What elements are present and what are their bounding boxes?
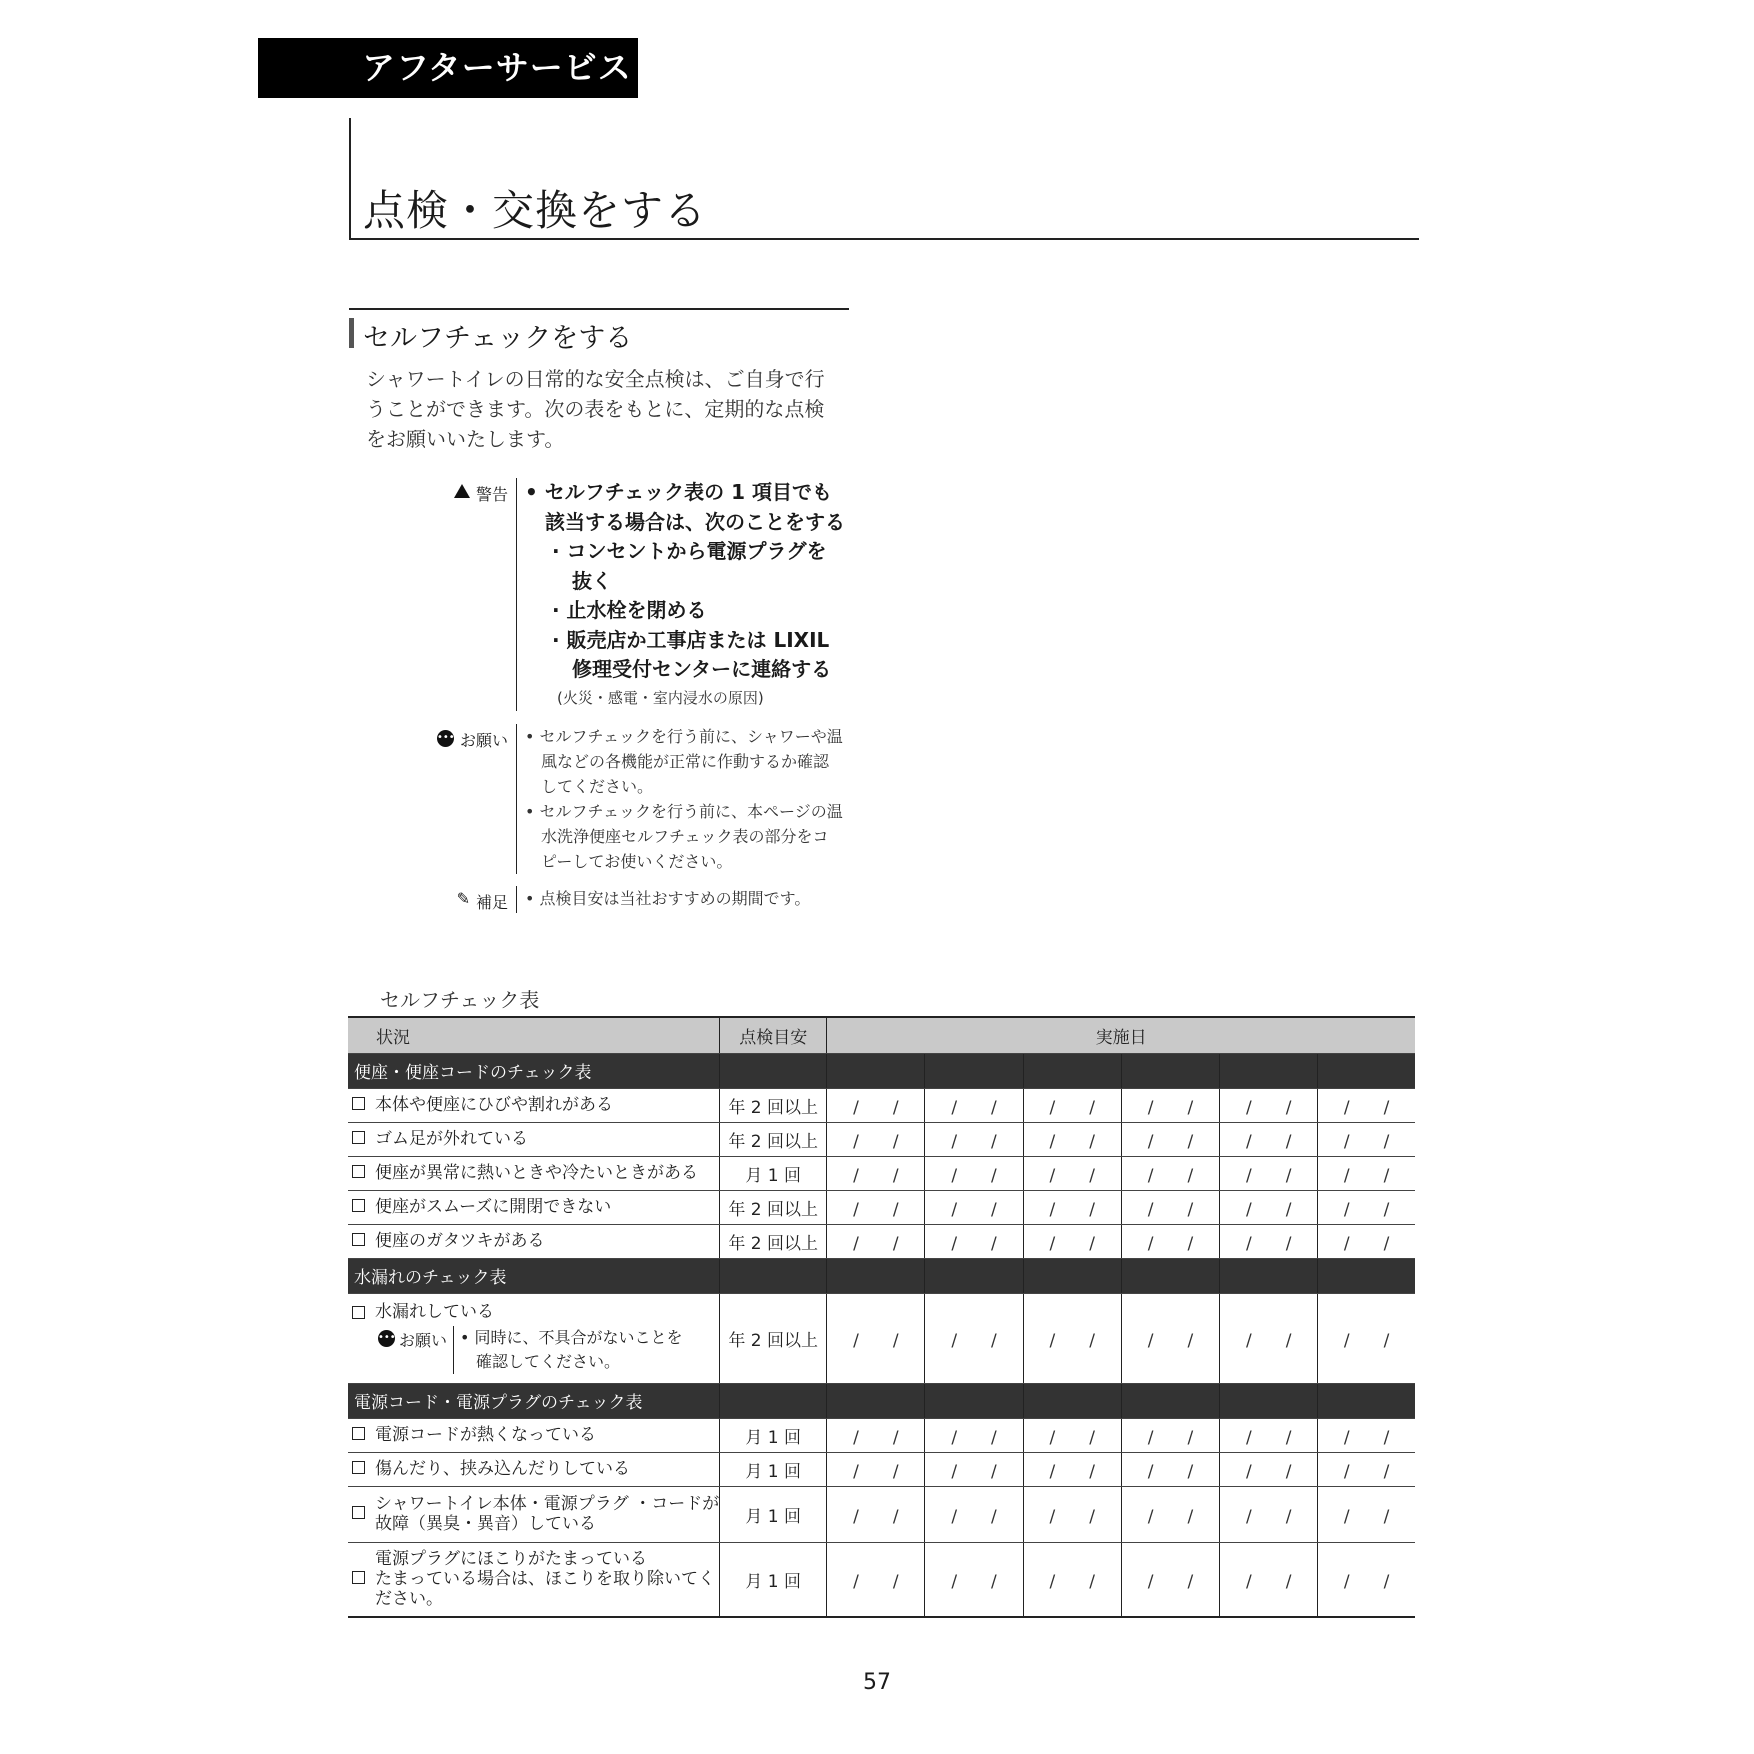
date-cell[interactable]: / / — [1023, 1224, 1121, 1258]
request-note — [420, 724, 843, 874]
supplement-label-text: 補足 — [475, 893, 508, 912]
date-cell[interactable]: / / — [1220, 1486, 1318, 1542]
row-request-label-text: お願い — [399, 1331, 448, 1350]
date-cell[interactable]: / / — [1023, 1190, 1121, 1224]
condition-cell — [348, 1224, 720, 1258]
frequency-cell: 年 2 回以上 — [720, 1122, 827, 1156]
date-cell[interactable]: / / — [827, 1224, 925, 1258]
condition-line: 便座が異常に熱いときや冷たいときがある — [375, 1163, 698, 1183]
supplement-note — [420, 886, 810, 913]
date-cell[interactable]: / / — [1220, 1122, 1318, 1156]
date-cell[interactable]: / / — [925, 1542, 1023, 1617]
date-cell[interactable]: / / — [1220, 1542, 1318, 1617]
warning-line: • セルフチェック表の 1 項目でも — [525, 480, 832, 504]
condition-cell — [348, 1418, 720, 1452]
category-cell — [1023, 1258, 1121, 1293]
frequency-cell: 年 2 回以上 — [720, 1088, 827, 1122]
table-row — [348, 1156, 1415, 1190]
condition-wrapper — [352, 1231, 719, 1251]
date-cell[interactable]: / / — [925, 1088, 1023, 1122]
date-cell[interactable]: / / — [1318, 1452, 1415, 1486]
sub-heading-text: セルフチェックをする — [363, 323, 633, 354]
request-circle-icon: ••• — [378, 1330, 395, 1347]
condition-wrapper — [352, 1549, 719, 1609]
self-check-table — [348, 1016, 1415, 1618]
checkbox[interactable] — [352, 1306, 365, 1319]
category-cell — [827, 1053, 925, 1088]
supplement-label — [420, 886, 508, 913]
date-cell[interactable]: / / — [827, 1122, 925, 1156]
condition-text — [375, 1425, 596, 1445]
date-cell[interactable]: / / — [1121, 1156, 1219, 1190]
request-line: • セルフチェックを行う前に、シャワーや温 — [525, 727, 843, 746]
table-category-row — [348, 1053, 1415, 1088]
category-cell — [827, 1258, 925, 1293]
category-cell — [1121, 1053, 1219, 1088]
date-cell[interactable]: / / — [1220, 1224, 1318, 1258]
table-row — [348, 1452, 1415, 1486]
condition-line: たまっている場合は、ほこりを取り除いてく — [375, 1569, 715, 1590]
date-cell[interactable]: / / — [827, 1293, 925, 1383]
condition-wrapper — [352, 1494, 719, 1534]
date-cell[interactable]: / / — [1220, 1293, 1318, 1383]
checkbox[interactable] — [352, 1571, 365, 1584]
page-title: 点検・交換をする — [363, 186, 708, 235]
condition-text — [375, 1549, 715, 1609]
warning-cause: (火災・感電・室内浸水の原因) — [557, 688, 764, 707]
checkbox[interactable] — [352, 1506, 365, 1519]
request-circle-icon: ••• — [437, 730, 454, 747]
date-cell[interactable]: / / — [1318, 1293, 1415, 1383]
date-cell[interactable]: / / — [1220, 1418, 1318, 1452]
supplement-body — [516, 886, 810, 913]
condition-line: 傷んだり、挟み込んだりしている — [375, 1459, 630, 1479]
condition-wrapper — [352, 1425, 719, 1445]
checkbox[interactable] — [352, 1427, 365, 1440]
category-cell — [720, 1053, 827, 1088]
date-cell[interactable]: / / — [1318, 1224, 1415, 1258]
category-cell — [1023, 1383, 1121, 1418]
warning-note — [420, 478, 845, 711]
date-cell[interactable]: / / — [1023, 1418, 1121, 1452]
condition-text — [375, 1129, 528, 1149]
warning-line: 抜く — [525, 568, 612, 593]
date-cell[interactable]: / / — [925, 1224, 1023, 1258]
condition-cell — [348, 1486, 720, 1542]
self-check-table-body — [348, 1017, 1415, 1617]
section-tab: アフターサービス — [258, 38, 638, 98]
sub-heading-bar — [349, 318, 354, 348]
date-cell[interactable]: / / — [1121, 1190, 1219, 1224]
date-cell[interactable]: / / — [1318, 1486, 1415, 1542]
date-cell[interactable]: / / — [1121, 1486, 1219, 1542]
page-number: 57 — [863, 1670, 891, 1695]
condition-cell — [348, 1190, 720, 1224]
supplement-label-col — [420, 886, 508, 913]
date-cell[interactable]: / / — [925, 1452, 1023, 1486]
table-row — [348, 1088, 1415, 1122]
condition-wrapper — [352, 1129, 719, 1149]
date-cell[interactable]: / / — [827, 1156, 925, 1190]
category-cell — [1318, 1053, 1415, 1088]
checkbox[interactable] — [352, 1131, 365, 1144]
header-frequency: 点検目安 — [720, 1017, 827, 1053]
condition-text — [375, 1459, 630, 1479]
date-cell[interactable]: / / — [1023, 1486, 1121, 1542]
date-cell[interactable]: / / — [1318, 1542, 1415, 1617]
condition-cell — [348, 1452, 720, 1486]
category-cell — [925, 1053, 1023, 1088]
category-cell — [1121, 1383, 1219, 1418]
category-title: 便座・便座コードのチェック表 — [348, 1053, 720, 1088]
condition-line: シャワートイレ本体・電源プラグ ・コードが — [375, 1494, 720, 1514]
page-title-box — [349, 118, 1419, 240]
frequency-cell: 年 2 回以上 — [720, 1224, 827, 1258]
warning-line: · 止水栓を閉める — [525, 598, 707, 622]
warning-label-col — [420, 478, 508, 711]
category-cell — [827, 1383, 925, 1418]
table-header-row — [348, 1017, 1415, 1053]
row-request-line: • 同時に、不具合がないことを — [460, 1328, 683, 1347]
date-cell[interactable]: / / — [1023, 1452, 1121, 1486]
condition-cell — [348, 1293, 720, 1383]
warning-body — [516, 478, 845, 711]
intro-line: をお願いいたします。 — [366, 427, 565, 451]
date-cell[interactable]: / / — [925, 1486, 1023, 1542]
condition-wrapper — [352, 1163, 719, 1183]
category-cell — [1121, 1258, 1219, 1293]
warning-line: 修理受付センターに連絡する — [525, 657, 832, 681]
condition-line: 便座がスムーズに開閉できない — [375, 1197, 612, 1217]
sub-heading — [349, 308, 849, 354]
date-cell[interactable]: / / — [827, 1088, 925, 1122]
date-cell[interactable]: / / — [1121, 1452, 1219, 1486]
request-label-text: お願い — [459, 731, 508, 750]
date-cell[interactable]: / / — [925, 1156, 1023, 1190]
request-line: • セルフチェックを行う前に、本ページの温 — [525, 802, 843, 821]
condition-wrapper — [352, 1302, 719, 1322]
date-cell[interactable]: / / — [1121, 1224, 1219, 1258]
condition-cell — [348, 1156, 720, 1190]
date-cell[interactable]: / / — [925, 1122, 1023, 1156]
checkbox[interactable] — [352, 1097, 365, 1110]
condition-text — [375, 1494, 719, 1534]
condition-text — [375, 1197, 611, 1217]
date-cell[interactable]: / / — [925, 1293, 1023, 1383]
table-row — [348, 1122, 1415, 1156]
category-cell — [1220, 1258, 1318, 1293]
category-cell — [925, 1383, 1023, 1418]
condition-line: 水漏れしている — [375, 1302, 494, 1322]
date-cell[interactable]: / / — [1220, 1190, 1318, 1224]
date-cell[interactable]: / / — [827, 1452, 925, 1486]
category-cell — [1220, 1053, 1318, 1088]
condition-line: ゴム足が外れている — [375, 1129, 528, 1149]
category-cell — [720, 1383, 827, 1418]
row-request-note — [378, 1326, 719, 1374]
frequency-cell: 月 1 回 — [720, 1542, 827, 1617]
date-cell[interactable]: / / — [1121, 1418, 1219, 1452]
frequency-cell: 年 2 回以上 — [720, 1190, 827, 1224]
table-row — [348, 1224, 1415, 1258]
warning-line: · 販売店か工事店または LIXIL — [525, 627, 830, 652]
date-cell[interactable]: / / — [925, 1190, 1023, 1224]
category-cell — [1318, 1383, 1415, 1418]
frequency-cell: 月 1 回 — [720, 1452, 827, 1486]
table-row — [348, 1486, 1415, 1542]
category-cell — [1318, 1258, 1415, 1293]
category-cell — [720, 1258, 827, 1293]
date-cell[interactable]: / / — [827, 1542, 925, 1617]
date-cell[interactable]: / / — [1318, 1156, 1415, 1190]
warning-triangle-icon — [454, 484, 470, 498]
warning-line: · コンセントから電源プラグを — [525, 539, 827, 563]
date-cell[interactable]: / / — [1220, 1088, 1318, 1122]
condition-line: 電源プラグにほこりがたまっている — [375, 1549, 647, 1570]
warning-label-text: 警告 — [475, 485, 508, 504]
request-line: してください。 — [525, 777, 654, 796]
date-cell[interactable]: / / — [1121, 1122, 1219, 1156]
condition-wrapper — [352, 1459, 719, 1479]
condition-wrapper — [352, 1197, 719, 1217]
checkbox[interactable] — [352, 1165, 365, 1178]
intro-text — [366, 364, 856, 454]
request-line: ピーしてお使いください。 — [525, 852, 733, 871]
category-cell — [1023, 1053, 1121, 1088]
date-cell[interactable]: / / — [1023, 1156, 1121, 1190]
warning-line: 該当する場合は、次のことをする — [525, 509, 845, 534]
header-date: 実施日 — [827, 1017, 1415, 1053]
condition-wrapper — [352, 1095, 719, 1115]
date-cell[interactable]: / / — [1220, 1156, 1318, 1190]
date-cell[interactable]: / / — [1023, 1542, 1121, 1617]
row-request-line: 確認してください。 — [460, 1352, 621, 1371]
date-cell[interactable]: / / — [1121, 1293, 1219, 1383]
category-title: 水漏れのチェック表 — [348, 1258, 720, 1293]
date-cell[interactable]: / / — [1318, 1088, 1415, 1122]
row-request-label — [378, 1326, 447, 1374]
condition-cell — [348, 1542, 720, 1617]
date-cell[interactable]: / / — [1318, 1190, 1415, 1224]
warning-label — [420, 478, 508, 505]
category-title: 電源コード・電源プラグのチェック表 — [348, 1383, 720, 1418]
date-cell[interactable]: / / — [1023, 1293, 1121, 1383]
request-label-col — [420, 724, 508, 874]
table-category-row — [348, 1258, 1415, 1293]
date-cell[interactable]: / / — [1121, 1542, 1219, 1617]
date-cell[interactable]: / / — [1318, 1418, 1415, 1452]
request-line: 水洗浄便座セルフチェック表の部分をコ — [525, 827, 829, 846]
frequency-cell: 月 1 回 — [720, 1418, 827, 1452]
date-cell[interactable]: / / — [827, 1190, 925, 1224]
condition-line: ださい。 — [375, 1589, 443, 1610]
pencil-icon: ✎ — [456, 889, 470, 908]
frequency-cell: 年 2 回以上 — [720, 1293, 827, 1383]
table-caption: セルフチェック表 — [380, 988, 540, 1012]
request-line: 風などの各機能が正常に作動するか確認 — [525, 752, 830, 771]
condition-text — [375, 1095, 613, 1115]
intro-line: シャワートイレの日常的な安全点検は、ご自身で行 — [366, 367, 825, 391]
table-row — [348, 1293, 1415, 1383]
date-cell[interactable]: / / — [1023, 1122, 1121, 1156]
date-cell[interactable]: / / — [827, 1418, 925, 1452]
supplement-text: • 点検目安は当社おすすめの期間です。 — [525, 889, 811, 908]
checkbox[interactable] — [352, 1233, 365, 1246]
table-category-row — [348, 1383, 1415, 1418]
frequency-cell: 月 1 回 — [720, 1486, 827, 1542]
request-body — [516, 724, 843, 874]
condition-cell — [348, 1122, 720, 1156]
date-cell[interactable]: / / — [1121, 1088, 1219, 1122]
condition-text — [375, 1231, 545, 1251]
category-cell — [925, 1258, 1023, 1293]
checkbox[interactable] — [352, 1461, 365, 1474]
condition-text — [375, 1163, 698, 1183]
header-condition: 状況 — [348, 1017, 720, 1053]
date-cell[interactable]: / / — [925, 1418, 1023, 1452]
category-cell — [1220, 1383, 1318, 1418]
table-row — [348, 1418, 1415, 1452]
request-label — [420, 724, 508, 751]
intro-line: うことができます。次の表をもとに、定期的な点検 — [366, 397, 825, 421]
row-request-body — [453, 1326, 683, 1374]
date-cell[interactable]: / / — [1023, 1088, 1121, 1122]
condition-cell — [348, 1088, 720, 1122]
table-row — [348, 1190, 1415, 1224]
condition-text — [375, 1302, 494, 1322]
condition-line: 電源コードが熱くなっている — [375, 1425, 596, 1445]
condition-line: 本体や便座にひびや割れがある — [375, 1095, 613, 1115]
checkbox[interactable] — [352, 1199, 365, 1212]
condition-line: 便座のガタツキがある — [375, 1231, 545, 1251]
date-cell[interactable]: / / — [1220, 1452, 1318, 1486]
date-cell[interactable]: / / — [827, 1486, 925, 1542]
table-row — [348, 1542, 1415, 1617]
date-cell[interactable]: / / — [1318, 1122, 1415, 1156]
frequency-cell: 月 1 回 — [720, 1156, 827, 1190]
condition-line: 故障（異臭・異音）している — [375, 1514, 596, 1534]
